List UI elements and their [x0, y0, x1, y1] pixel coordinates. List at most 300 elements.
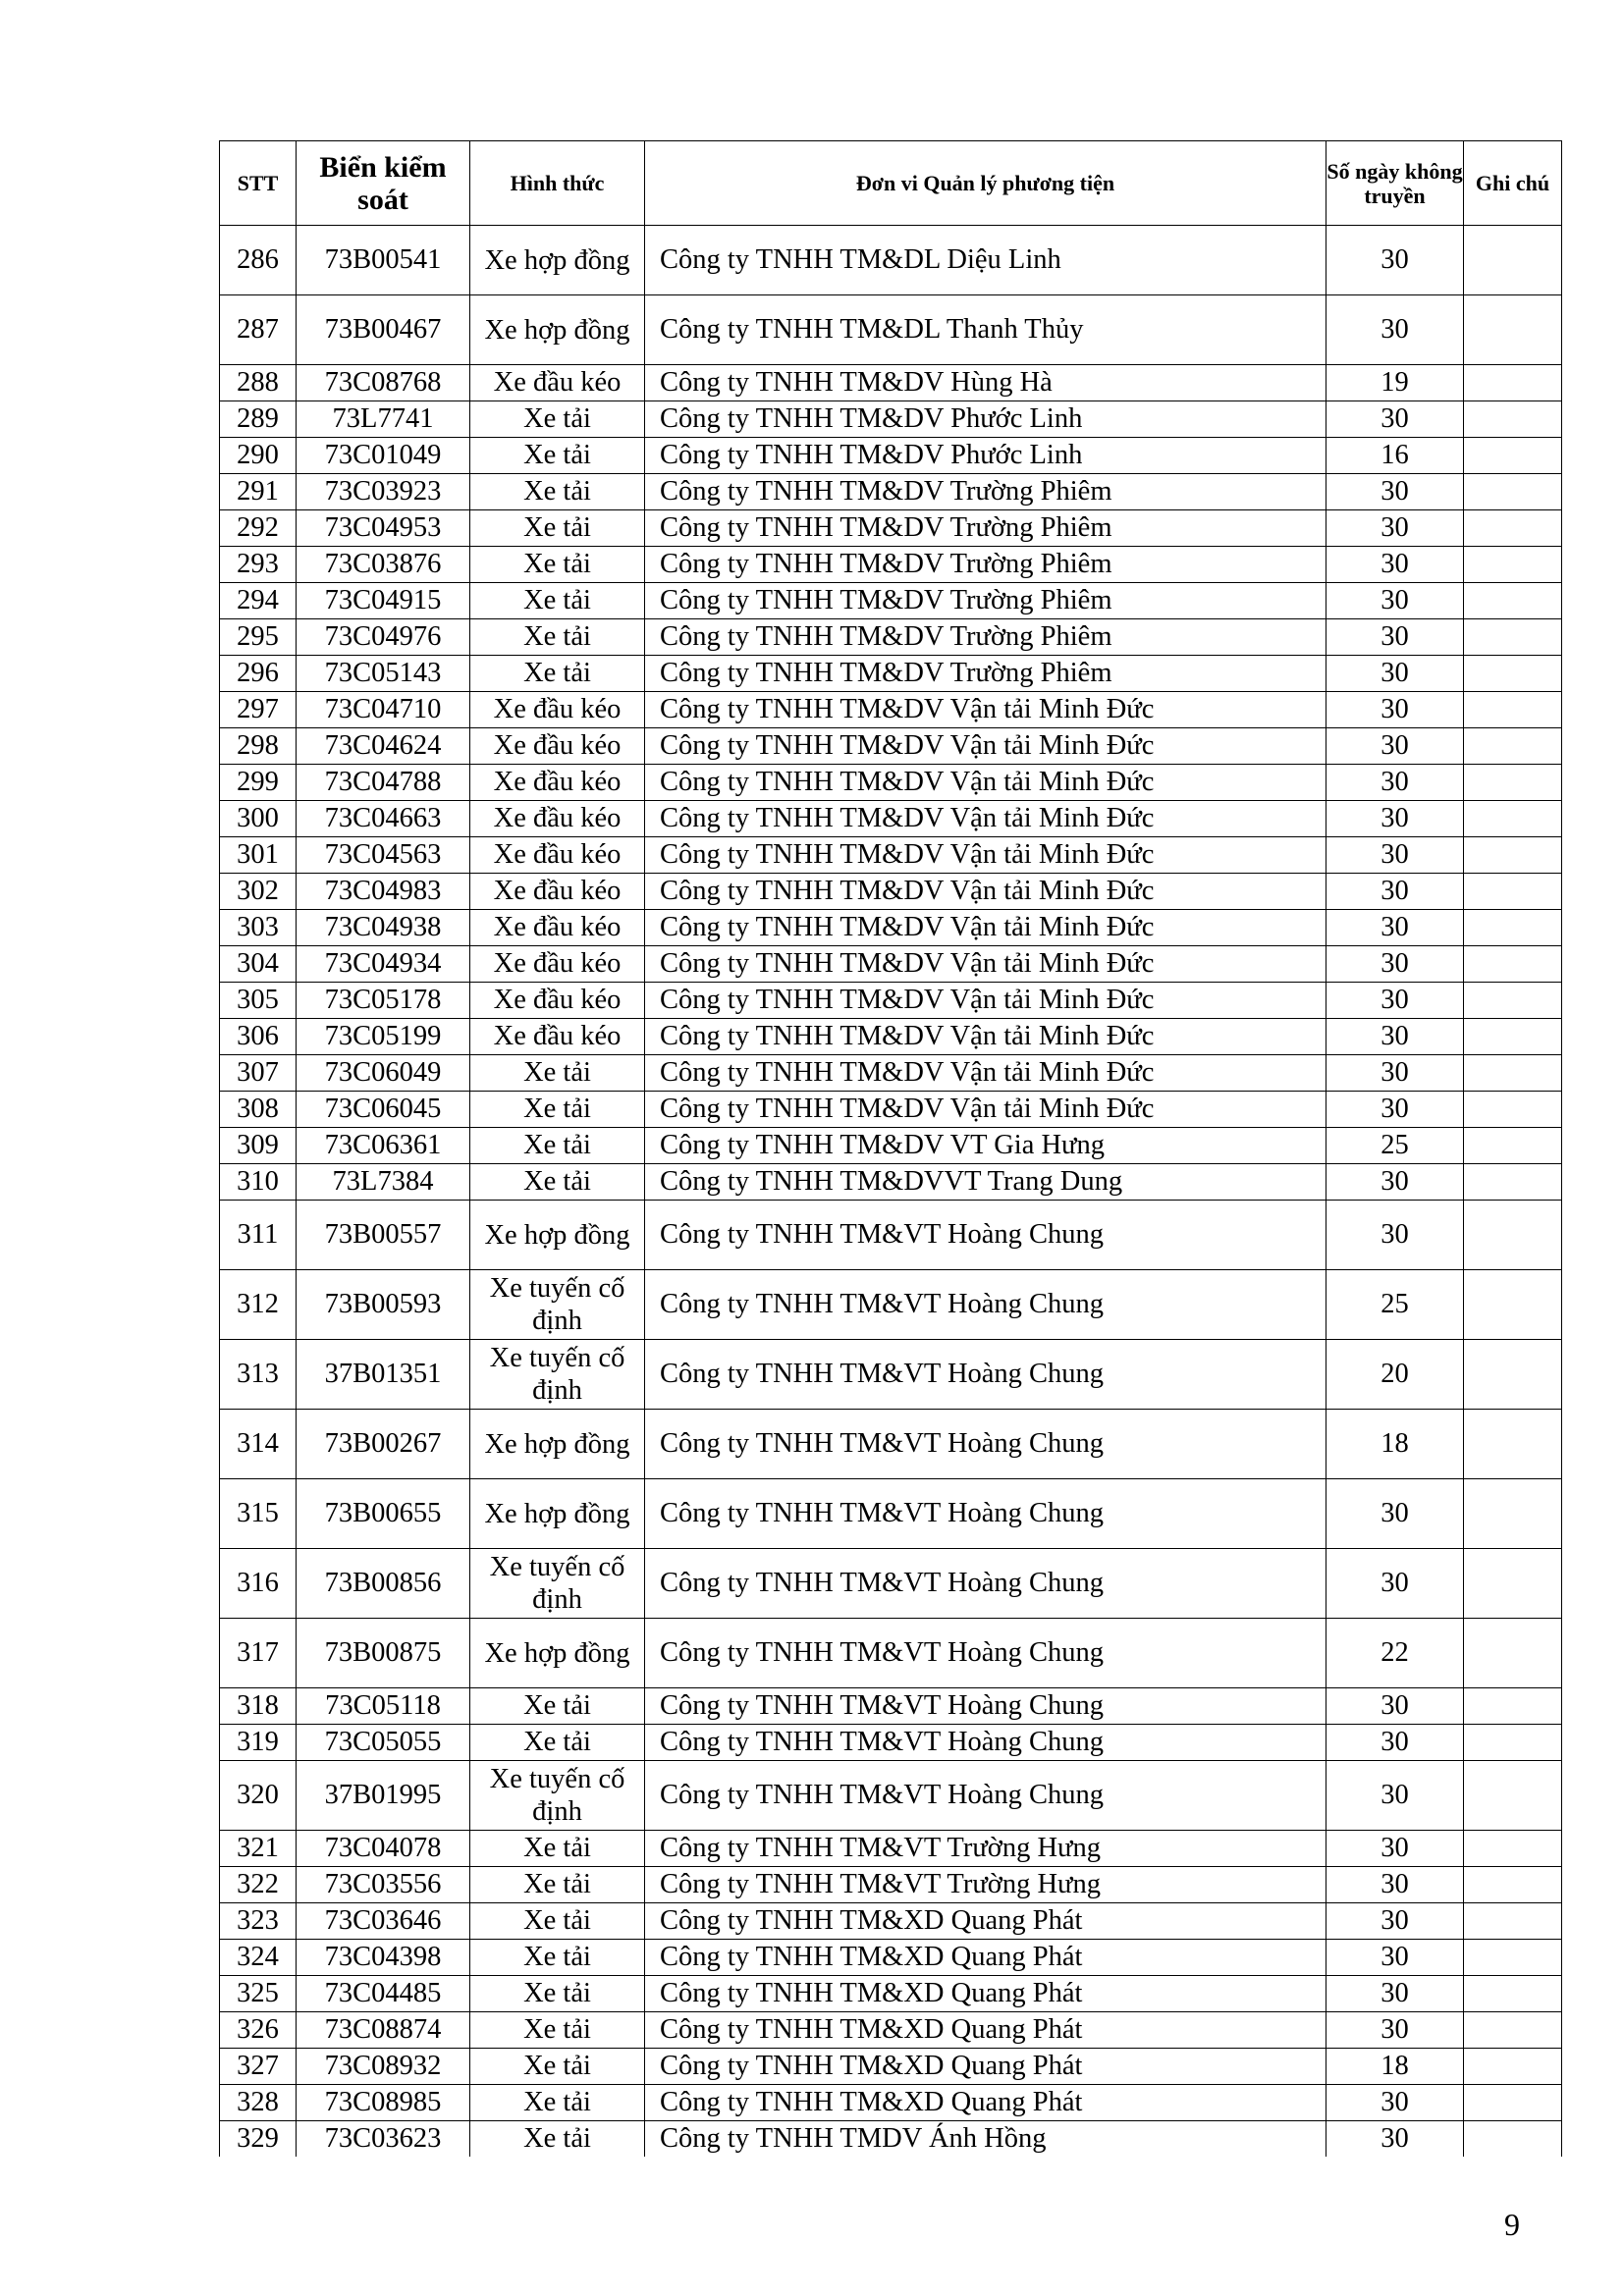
vehicle-table [219, 140, 1562, 2157]
cell-org: Công ty TNHH TM&DV Vận tải Minh Đức [645, 1055, 1326, 1092]
cell-type: Xe tải [470, 1867, 645, 1903]
cell-note [1464, 692, 1562, 728]
cell-days: 22 [1326, 1619, 1464, 1688]
cell-type: Xe tải [470, 1092, 645, 1128]
cell-org: Công ty TNHH TM&DVVT Trang Dung [645, 1164, 1326, 1201]
cell-days: 30 [1326, 1903, 1464, 1940]
cell-org: Công ty TNHH TM&DV Vận tải Minh Đức [645, 837, 1326, 874]
cell-plate: 73C08874 [297, 2012, 470, 2049]
header-days: Số ngày không truyền [1326, 141, 1464, 226]
table-row [220, 1164, 1562, 1201]
cell-note [1464, 1270, 1562, 1340]
cell-days: 30 [1326, 547, 1464, 583]
cell-days: 30 [1326, 295, 1464, 365]
cell-plate: 73C04915 [297, 583, 470, 619]
cell-note [1464, 837, 1562, 874]
cell-days: 30 [1326, 692, 1464, 728]
cell-stt: 320 [220, 1761, 297, 1831]
cell-plate: 73C08768 [297, 365, 470, 401]
cell-stt: 292 [220, 510, 297, 547]
cell-note [1464, 2085, 1562, 2121]
cell-stt: 311 [220, 1201, 297, 1270]
cell-days: 25 [1326, 1128, 1464, 1164]
cell-days: 30 [1326, 510, 1464, 547]
cell-type: Xe hợp đồng [470, 226, 645, 295]
cell-type: Xe đầu kéo [470, 874, 645, 910]
header-stt: STT [220, 141, 297, 226]
cell-days: 30 [1326, 401, 1464, 438]
cell-type: Xe tuyến cố định [470, 1549, 645, 1619]
table-row [220, 1725, 1562, 1761]
cell-type: Xe tuyến cố định [470, 1270, 645, 1340]
cell-days: 18 [1326, 1410, 1464, 1479]
table-row [220, 2049, 1562, 2085]
cell-days: 30 [1326, 1867, 1464, 1903]
cell-org: Công ty TNHH TM&VT Hoàng Chung [645, 1688, 1326, 1725]
cell-type: Xe tải [470, 1055, 645, 1092]
cell-plate: 73B00593 [297, 1270, 470, 1340]
table-row [220, 983, 1562, 1019]
cell-type: Xe tải [470, 510, 645, 547]
cell-type: Xe hợp đồng [470, 295, 645, 365]
header-type: Hình thức [470, 141, 645, 226]
cell-org: Công ty TNHH TM&XD Quang Phát [645, 2012, 1326, 2049]
cell-org: Công ty TNHH TM&DV Vận tải Minh Đức [645, 728, 1326, 765]
cell-type: Xe tải [470, 583, 645, 619]
cell-days: 30 [1326, 656, 1464, 692]
cell-type: Xe tải [470, 1164, 645, 1201]
cell-note [1464, 1164, 1562, 1201]
cell-stt: 326 [220, 2012, 297, 2049]
cell-stt: 293 [220, 547, 297, 583]
cell-org: Công ty TNHH TM&DV Trường Phiêm [645, 656, 1326, 692]
cell-days: 30 [1326, 983, 1464, 1019]
table-row [220, 1903, 1562, 1940]
cell-note [1464, 1549, 1562, 1619]
table-row [220, 1019, 1562, 1055]
cell-note [1464, 1410, 1562, 1479]
cell-org: Công ty TNHH TM&DV VT Gia Hưng [645, 1128, 1326, 1164]
cell-note [1464, 1903, 1562, 1940]
cell-plate: 73B00267 [297, 1410, 470, 1479]
table-row [220, 1549, 1562, 1619]
table-row [220, 547, 1562, 583]
cell-plate: 73C06049 [297, 1055, 470, 1092]
cell-note [1464, 1619, 1562, 1688]
cell-org: Công ty TNHH TM&VT Hoàng Chung [645, 1619, 1326, 1688]
cell-org: Công ty TNHH TM&VT Trường Hưng [645, 1831, 1326, 1867]
cell-stt: 319 [220, 1725, 297, 1761]
cell-org: Công ty TNHH TM&VT Hoàng Chung [645, 1201, 1326, 1270]
table-row [220, 2121, 1562, 2158]
cell-org: Công ty TNHH TM&XD Quang Phát [645, 1976, 1326, 2012]
cell-plate: 73B00467 [297, 295, 470, 365]
cell-type: Xe đầu kéo [470, 946, 645, 983]
table-row [220, 1831, 1562, 1867]
cell-org: Công ty TNHH TM&VT Trường Hưng [645, 1867, 1326, 1903]
cell-note [1464, 2049, 1562, 2085]
cell-note [1464, 946, 1562, 983]
cell-days: 30 [1326, 2121, 1464, 2158]
cell-org: Công ty TNHH TM&DV Phước Linh [645, 438, 1326, 474]
cell-stt: 317 [220, 1619, 297, 1688]
cell-org: Công ty TNHH TM&VT Hoàng Chung [645, 1761, 1326, 1831]
table-row [220, 583, 1562, 619]
cell-plate: 73B00856 [297, 1549, 470, 1619]
cell-plate: 73B00655 [297, 1479, 470, 1549]
cell-org: Công ty TNHH TM&DL Diệu Linh [645, 226, 1326, 295]
table-row [220, 226, 1562, 295]
cell-days: 30 [1326, 2085, 1464, 2121]
cell-type: Xe tải [470, 1903, 645, 1940]
cell-plate: 73C04563 [297, 837, 470, 874]
cell-note [1464, 1019, 1562, 1055]
table-row [220, 1340, 1562, 1410]
cell-plate: 73C03556 [297, 1867, 470, 1903]
cell-days: 30 [1326, 1725, 1464, 1761]
cell-days: 30 [1326, 1976, 1464, 2012]
cell-note [1464, 1479, 1562, 1549]
cell-type: Xe tải [470, 656, 645, 692]
cell-stt: 321 [220, 1831, 297, 1867]
cell-note [1464, 1340, 1562, 1410]
cell-type: Xe tải [470, 438, 645, 474]
cell-stt: 316 [220, 1549, 297, 1619]
cell-plate: 73C04078 [297, 1831, 470, 1867]
cell-days: 30 [1326, 619, 1464, 656]
cell-days: 30 [1326, 728, 1464, 765]
cell-type: Xe hợp đồng [470, 1619, 645, 1688]
cell-stt: 329 [220, 2121, 297, 2158]
table-row [220, 365, 1562, 401]
cell-days: 30 [1326, 1549, 1464, 1619]
cell-note [1464, 510, 1562, 547]
cell-org: Công ty TNHH TM&VT Hoàng Chung [645, 1725, 1326, 1761]
cell-org: Công ty TNHH TM&DV Vận tải Minh Đức [645, 946, 1326, 983]
cell-type: Xe đầu kéo [470, 837, 645, 874]
cell-stt: 309 [220, 1128, 297, 1164]
cell-type: Xe đầu kéo [470, 728, 645, 765]
cell-org: Công ty TNHH TM&VT Hoàng Chung [645, 1549, 1326, 1619]
cell-plate: 73C04976 [297, 619, 470, 656]
cell-note [1464, 1831, 1562, 1867]
cell-org: Công ty TNHH TM&DV Trường Phiêm [645, 583, 1326, 619]
cell-type: Xe hợp đồng [470, 1410, 645, 1479]
cell-type: Xe tải [470, 1688, 645, 1725]
cell-days: 30 [1326, 765, 1464, 801]
cell-org: Công ty TNHH TM&DV Trường Phiêm [645, 619, 1326, 656]
cell-org: Công ty TNHH TM&DV Hùng Hà [645, 365, 1326, 401]
cell-stt: 315 [220, 1479, 297, 1549]
cell-note [1464, 728, 1562, 765]
cell-type: Xe tải [470, 619, 645, 656]
cell-plate: 73C05055 [297, 1725, 470, 1761]
table-row [220, 1270, 1562, 1340]
cell-stt: 297 [220, 692, 297, 728]
cell-org: Công ty TNHH TM&XD Quang Phát [645, 1940, 1326, 1976]
cell-stt: 312 [220, 1270, 297, 1340]
table-row [220, 1761, 1562, 1831]
table-row [220, 619, 1562, 656]
cell-org: Công ty TNHH TM&DV Trường Phiêm [645, 510, 1326, 547]
cell-note [1464, 910, 1562, 946]
table-row [220, 656, 1562, 692]
table-row [220, 1201, 1562, 1270]
cell-note [1464, 2012, 1562, 2049]
cell-plate: 73L7741 [297, 401, 470, 438]
cell-plate: 73C05143 [297, 656, 470, 692]
cell-plate: 73C08932 [297, 2049, 470, 2085]
cell-days: 30 [1326, 1940, 1464, 1976]
cell-stt: 313 [220, 1340, 297, 1410]
cell-plate: 73B00557 [297, 1201, 470, 1270]
cell-org: Công ty TNHH TM&DL Thanh Thủy [645, 295, 1326, 365]
cell-plate: 73L7384 [297, 1164, 470, 1201]
cell-plate: 73C01049 [297, 438, 470, 474]
cell-days: 30 [1326, 946, 1464, 983]
table-row [220, 801, 1562, 837]
cell-plate: 73C04663 [297, 801, 470, 837]
cell-type: Xe tải [470, 2085, 645, 2121]
cell-stt: 306 [220, 1019, 297, 1055]
table-header-row [220, 141, 1562, 226]
cell-org: Công ty TNHH TMDV Ánh Hồng [645, 2121, 1326, 2158]
cell-note [1464, 1867, 1562, 1903]
table-row [220, 438, 1562, 474]
cell-plate: 73C04934 [297, 946, 470, 983]
table-row [220, 728, 1562, 765]
table-row [220, 1976, 1562, 2012]
table-row [220, 1128, 1562, 1164]
cell-days: 20 [1326, 1340, 1464, 1410]
cell-days: 30 [1326, 1055, 1464, 1092]
cell-days: 16 [1326, 438, 1464, 474]
cell-plate: 73C04624 [297, 728, 470, 765]
cell-note [1464, 401, 1562, 438]
cell-days: 19 [1326, 365, 1464, 401]
cell-type: Xe đầu kéo [470, 910, 645, 946]
cell-note [1464, 295, 1562, 365]
cell-stt: 291 [220, 474, 297, 510]
cell-org: Công ty TNHH TM&DV Vận tải Minh Đức [645, 765, 1326, 801]
cell-days: 25 [1326, 1270, 1464, 1340]
cell-plate: 73C08985 [297, 2085, 470, 2121]
cell-type: Xe đầu kéo [470, 1019, 645, 1055]
cell-stt: 299 [220, 765, 297, 801]
cell-days: 30 [1326, 2012, 1464, 2049]
cell-days: 30 [1326, 910, 1464, 946]
cell-note [1464, 1976, 1562, 2012]
table-row [220, 1867, 1562, 1903]
table-row [220, 765, 1562, 801]
cell-note [1464, 983, 1562, 1019]
cell-note [1464, 438, 1562, 474]
cell-type: Xe tải [470, 2012, 645, 2049]
cell-stt: 289 [220, 401, 297, 438]
cell-days: 30 [1326, 1761, 1464, 1831]
cell-plate: 73C04938 [297, 910, 470, 946]
cell-note [1464, 1761, 1562, 1831]
cell-org: Công ty TNHH TM&DV Vận tải Minh Đức [645, 1092, 1326, 1128]
cell-org: Công ty TNHH TM&DV Vận tải Minh Đức [645, 983, 1326, 1019]
cell-stt: 327 [220, 2049, 297, 2085]
cell-plate: 73C03923 [297, 474, 470, 510]
cell-org: Công ty TNHH TM&XD Quang Phát [645, 1903, 1326, 1940]
cell-type: Xe đầu kéo [470, 365, 645, 401]
table-row [220, 474, 1562, 510]
cell-note [1464, 801, 1562, 837]
cell-stt: 302 [220, 874, 297, 910]
cell-plate: 73C06361 [297, 1128, 470, 1164]
cell-note [1464, 365, 1562, 401]
cell-stt: 307 [220, 1055, 297, 1092]
cell-stt: 294 [220, 583, 297, 619]
cell-days: 30 [1326, 1688, 1464, 1725]
cell-org: Công ty TNHH TM&DV Vận tải Minh Đức [645, 801, 1326, 837]
cell-org: Công ty TNHH TM&VT Hoàng Chung [645, 1410, 1326, 1479]
cell-type: Xe tải [470, 2121, 645, 2158]
cell-stt: 298 [220, 728, 297, 765]
cell-plate: 73C04398 [297, 1940, 470, 1976]
cell-plate: 73C04788 [297, 765, 470, 801]
cell-type: Xe đầu kéo [470, 983, 645, 1019]
cell-stt: 328 [220, 2085, 297, 2121]
table-row [220, 1940, 1562, 1976]
header-org: Đơn vi Quản lý phương tiện [645, 141, 1326, 226]
cell-days: 30 [1326, 801, 1464, 837]
table-row [220, 1055, 1562, 1092]
table-row [220, 510, 1562, 547]
cell-stt: 310 [220, 1164, 297, 1201]
cell-days: 30 [1326, 837, 1464, 874]
cell-note [1464, 1055, 1562, 1092]
cell-plate: 73B00541 [297, 226, 470, 295]
cell-note [1464, 1092, 1562, 1128]
cell-note [1464, 656, 1562, 692]
cell-org: Công ty TNHH TM&DV Trường Phiêm [645, 547, 1326, 583]
table-row [220, 2012, 1562, 2049]
cell-type: Xe tải [470, 1831, 645, 1867]
cell-stt: 301 [220, 837, 297, 874]
cell-note [1464, 874, 1562, 910]
cell-plate: 73C04485 [297, 1976, 470, 2012]
cell-days: 18 [1326, 2049, 1464, 2085]
cell-plate: 73C04983 [297, 874, 470, 910]
table-row [220, 2085, 1562, 2121]
cell-plate: 73C03623 [297, 2121, 470, 2158]
cell-plate: 73C05178 [297, 983, 470, 1019]
cell-stt: 288 [220, 365, 297, 401]
cell-stt: 308 [220, 1092, 297, 1128]
cell-org: Công ty TNHH TM&DV Vận tải Minh Đức [645, 1019, 1326, 1055]
table-row [220, 1479, 1562, 1549]
cell-plate: 73C04953 [297, 510, 470, 547]
cell-org: Công ty TNHH TM&DV Phước Linh [645, 401, 1326, 438]
cell-days: 30 [1326, 226, 1464, 295]
table-row [220, 692, 1562, 728]
cell-days: 30 [1326, 583, 1464, 619]
cell-stt: 303 [220, 910, 297, 946]
cell-type: Xe tải [470, 474, 645, 510]
cell-type: Xe tải [470, 1128, 645, 1164]
cell-plate: 37B01995 [297, 1761, 470, 1831]
cell-type: Xe tải [470, 1940, 645, 1976]
cell-stt: 325 [220, 1976, 297, 2012]
cell-stt: 305 [220, 983, 297, 1019]
cell-plate: 73C03646 [297, 1903, 470, 1940]
cell-plate: 37B01351 [297, 1340, 470, 1410]
cell-days: 30 [1326, 874, 1464, 910]
cell-plate: 73C05118 [297, 1688, 470, 1725]
cell-note [1464, 1201, 1562, 1270]
table-row [220, 1092, 1562, 1128]
cell-org: Công ty TNHH TM&XD Quang Phát [645, 2049, 1326, 2085]
cell-days: 30 [1326, 1164, 1464, 1201]
cell-note [1464, 2121, 1562, 2158]
cell-type: Xe tuyến cố định [470, 1761, 645, 1831]
cell-type: Xe đầu kéo [470, 692, 645, 728]
table-row [220, 401, 1562, 438]
cell-note [1464, 226, 1562, 295]
cell-plate: 73C04710 [297, 692, 470, 728]
cell-stt: 323 [220, 1903, 297, 1940]
cell-stt: 314 [220, 1410, 297, 1479]
table-row [220, 837, 1562, 874]
cell-stt: 287 [220, 295, 297, 365]
cell-org: Công ty TNHH TM&DV Vận tải Minh Đức [645, 910, 1326, 946]
cell-note [1464, 765, 1562, 801]
cell-days: 30 [1326, 1831, 1464, 1867]
cell-note [1464, 1725, 1562, 1761]
cell-note [1464, 1128, 1562, 1164]
cell-stt: 290 [220, 438, 297, 474]
cell-stt: 304 [220, 946, 297, 983]
cell-plate: 73C03876 [297, 547, 470, 583]
cell-type: Xe tải [470, 547, 645, 583]
cell-org: Công ty TNHH TM&VT Hoàng Chung [645, 1479, 1326, 1549]
cell-org: Công ty TNHH TM&DV Vận tải Minh Đức [645, 692, 1326, 728]
cell-type: Xe hợp đồng [470, 1479, 645, 1549]
table-row [220, 1619, 1562, 1688]
cell-plate: 73B00875 [297, 1619, 470, 1688]
cell-type: Xe tuyến cố định [470, 1340, 645, 1410]
cell-note [1464, 619, 1562, 656]
header-note: Ghi chú [1464, 141, 1562, 226]
cell-stt: 324 [220, 1940, 297, 1976]
cell-note [1464, 474, 1562, 510]
page-number: 9 [1504, 2207, 1520, 2242]
cell-note [1464, 1940, 1562, 1976]
cell-type: Xe tải [470, 2049, 645, 2085]
table-row [220, 1410, 1562, 1479]
cell-org: Công ty TNHH TM&DV Trường Phiêm [645, 474, 1326, 510]
table-row [220, 910, 1562, 946]
cell-stt: 322 [220, 1867, 297, 1903]
cell-type: Xe tải [470, 1725, 645, 1761]
cell-stt: 318 [220, 1688, 297, 1725]
cell-stt: 286 [220, 226, 297, 295]
cell-stt: 296 [220, 656, 297, 692]
cell-plate: 73C06045 [297, 1092, 470, 1128]
cell-note [1464, 583, 1562, 619]
cell-type: Xe tải [470, 1976, 645, 2012]
cell-org: Công ty TNHH TM&VT Hoàng Chung [645, 1270, 1326, 1340]
cell-note [1464, 1688, 1562, 1725]
cell-note [1464, 547, 1562, 583]
cell-stt: 295 [220, 619, 297, 656]
cell-plate: 73C05199 [297, 1019, 470, 1055]
cell-org: Công ty TNHH TM&DV Vận tải Minh Đức [645, 874, 1326, 910]
